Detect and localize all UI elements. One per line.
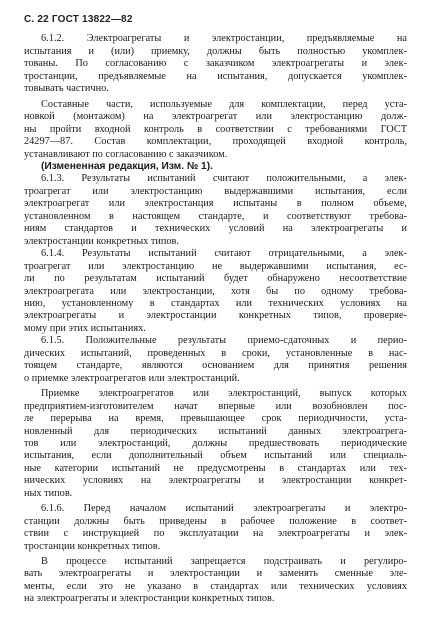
text-line: дических испытаний, проведенных в сроки, установленные в нас- (24, 347, 407, 359)
text-line: новкой (монтажом) на электроагрегат или электростанцию долж- (24, 111, 407, 123)
amendment-note (24, 161, 407, 173)
text-line: 6.1.6. Перед началом испытаний электроагрегаты и электро- (41, 503, 407, 515)
text-line: ные категории испытаний не предусмотрены в стандартах или тех- (24, 462, 407, 474)
paragraph-6-1-3 (24, 173, 407, 248)
page-header: С. 22 ГОСТ 13822—82 (24, 14, 133, 25)
text-line: тов или электростанций, должны предшествовать периодические (24, 437, 407, 449)
text-line: ли по результатам испытаний будет обнаружено несоответствие (24, 273, 407, 285)
text-line: ниям стандартов и технических условий на электроагрегаты и (24, 223, 407, 235)
paragraph-6-1-2 (24, 33, 407, 95)
text-line: тоящем стандарте, являются основанием для принятия решения (24, 360, 407, 372)
paragraph-acceptance (24, 388, 407, 500)
text-line: менты, если это не указано в стандартах или технических условиях (24, 580, 407, 592)
text-line: испытания, если дополнительный объем испытаний или специаль- (24, 450, 407, 462)
text-line: ствии с инструкцией по эксплуатации на электроагрегаты и элек- (24, 528, 407, 540)
text-line: 6.1.4. Результаты испытаний считают отрицательными, а элек- (41, 248, 407, 260)
text-line: тованы. По согласованию с заказчиком электроагрегаты и элек- (24, 58, 407, 70)
text-line: Приемке электроагрегатов или электростанций, выпуск которых (41, 388, 407, 400)
text-line: нических условиях на электроагрегаты и электростанции конкрет- (24, 475, 407, 487)
paragraph-components (24, 99, 407, 161)
text-line: 6.1.5. Положительные результаты приемо-сдаточных и перио- (41, 335, 407, 347)
text-line: нию, установленному в стандартах или технических условиях на (24, 297, 407, 309)
text-line: электроагрегат или электростанция испытаны в полном объеме, (24, 198, 407, 210)
text-line: вать электроагрегаты и электростанции и заменять сменные эле- (24, 568, 407, 580)
text-line: установленном в настоящем стандарте, и соответствуют требова- (24, 210, 407, 222)
text-line: 24297—87. Состав комплектации, проходящей входной контроль, (24, 136, 407, 148)
paragraph-prohibition (24, 556, 407, 606)
text-line: устанавливают по согласованию с заказчиком. (24, 148, 228, 160)
text-line: ны пройти входной контроль в соответствии с требованиями ГОСТ (24, 123, 407, 135)
text-line: на электроагрегаты и электростанции конкретных типов. (24, 593, 275, 605)
text-line: испытания и (или) приемку, должны быть полностью укомплек- (24, 45, 407, 57)
text-line: новленный для периодических испытаний данных электроагрега- (24, 425, 407, 437)
text-line: электроагрегаты и электростанции конкретных типов, проверяе- (24, 310, 407, 322)
text-line: тростанции конкретных типов. (24, 540, 161, 552)
paragraph-6-1-6 (24, 503, 407, 553)
text-line: троагрегат или электростанцию выдержавшими испытания, если (24, 185, 407, 197)
text-line: электроагрегата или электростанции, хотя бы по одному требова- (24, 285, 407, 297)
text-line: о приемке электроагрегатов или электростанций. (24, 372, 240, 384)
text-line: В процессе испытаний запрещается подстраивать и регулиро- (41, 556, 407, 568)
text-line: электростанции конкретных типов. (24, 235, 179, 247)
text-line: 6.1.2. Электроагрегаты и электростанции, предъявляемые на (41, 33, 407, 45)
text-line: троагрегат или электростанцию не выдержавшими испытания, ес- (24, 260, 407, 272)
text-line: предприятием-изготовителем начат впервые или возобновлен пос- (24, 400, 407, 412)
text-line: 6.1.3. Результаты испытаний считают положительными, а элек- (41, 173, 407, 185)
text-line: ле перерыва на время, превышающее срок периодичности, уста- (24, 413, 407, 425)
text-line: (Измененная редакция, Изм. № 1). (41, 160, 213, 172)
text-line: мому при этих испытаниях. (24, 322, 146, 334)
paragraph-6-1-4 (24, 248, 407, 335)
text-line: тростанции, предъявляемые на испытания, допускается укомплек- (24, 70, 407, 82)
text-line: товывать частично. (24, 83, 109, 95)
text-line: Составные части, используемые для комплектации, перед уста- (41, 98, 407, 110)
text-line: станции должны быть приведены в рабочее положение в соответ- (24, 515, 407, 527)
text-line: ных типов. (24, 487, 73, 499)
paragraph-6-1-5 (24, 335, 407, 385)
